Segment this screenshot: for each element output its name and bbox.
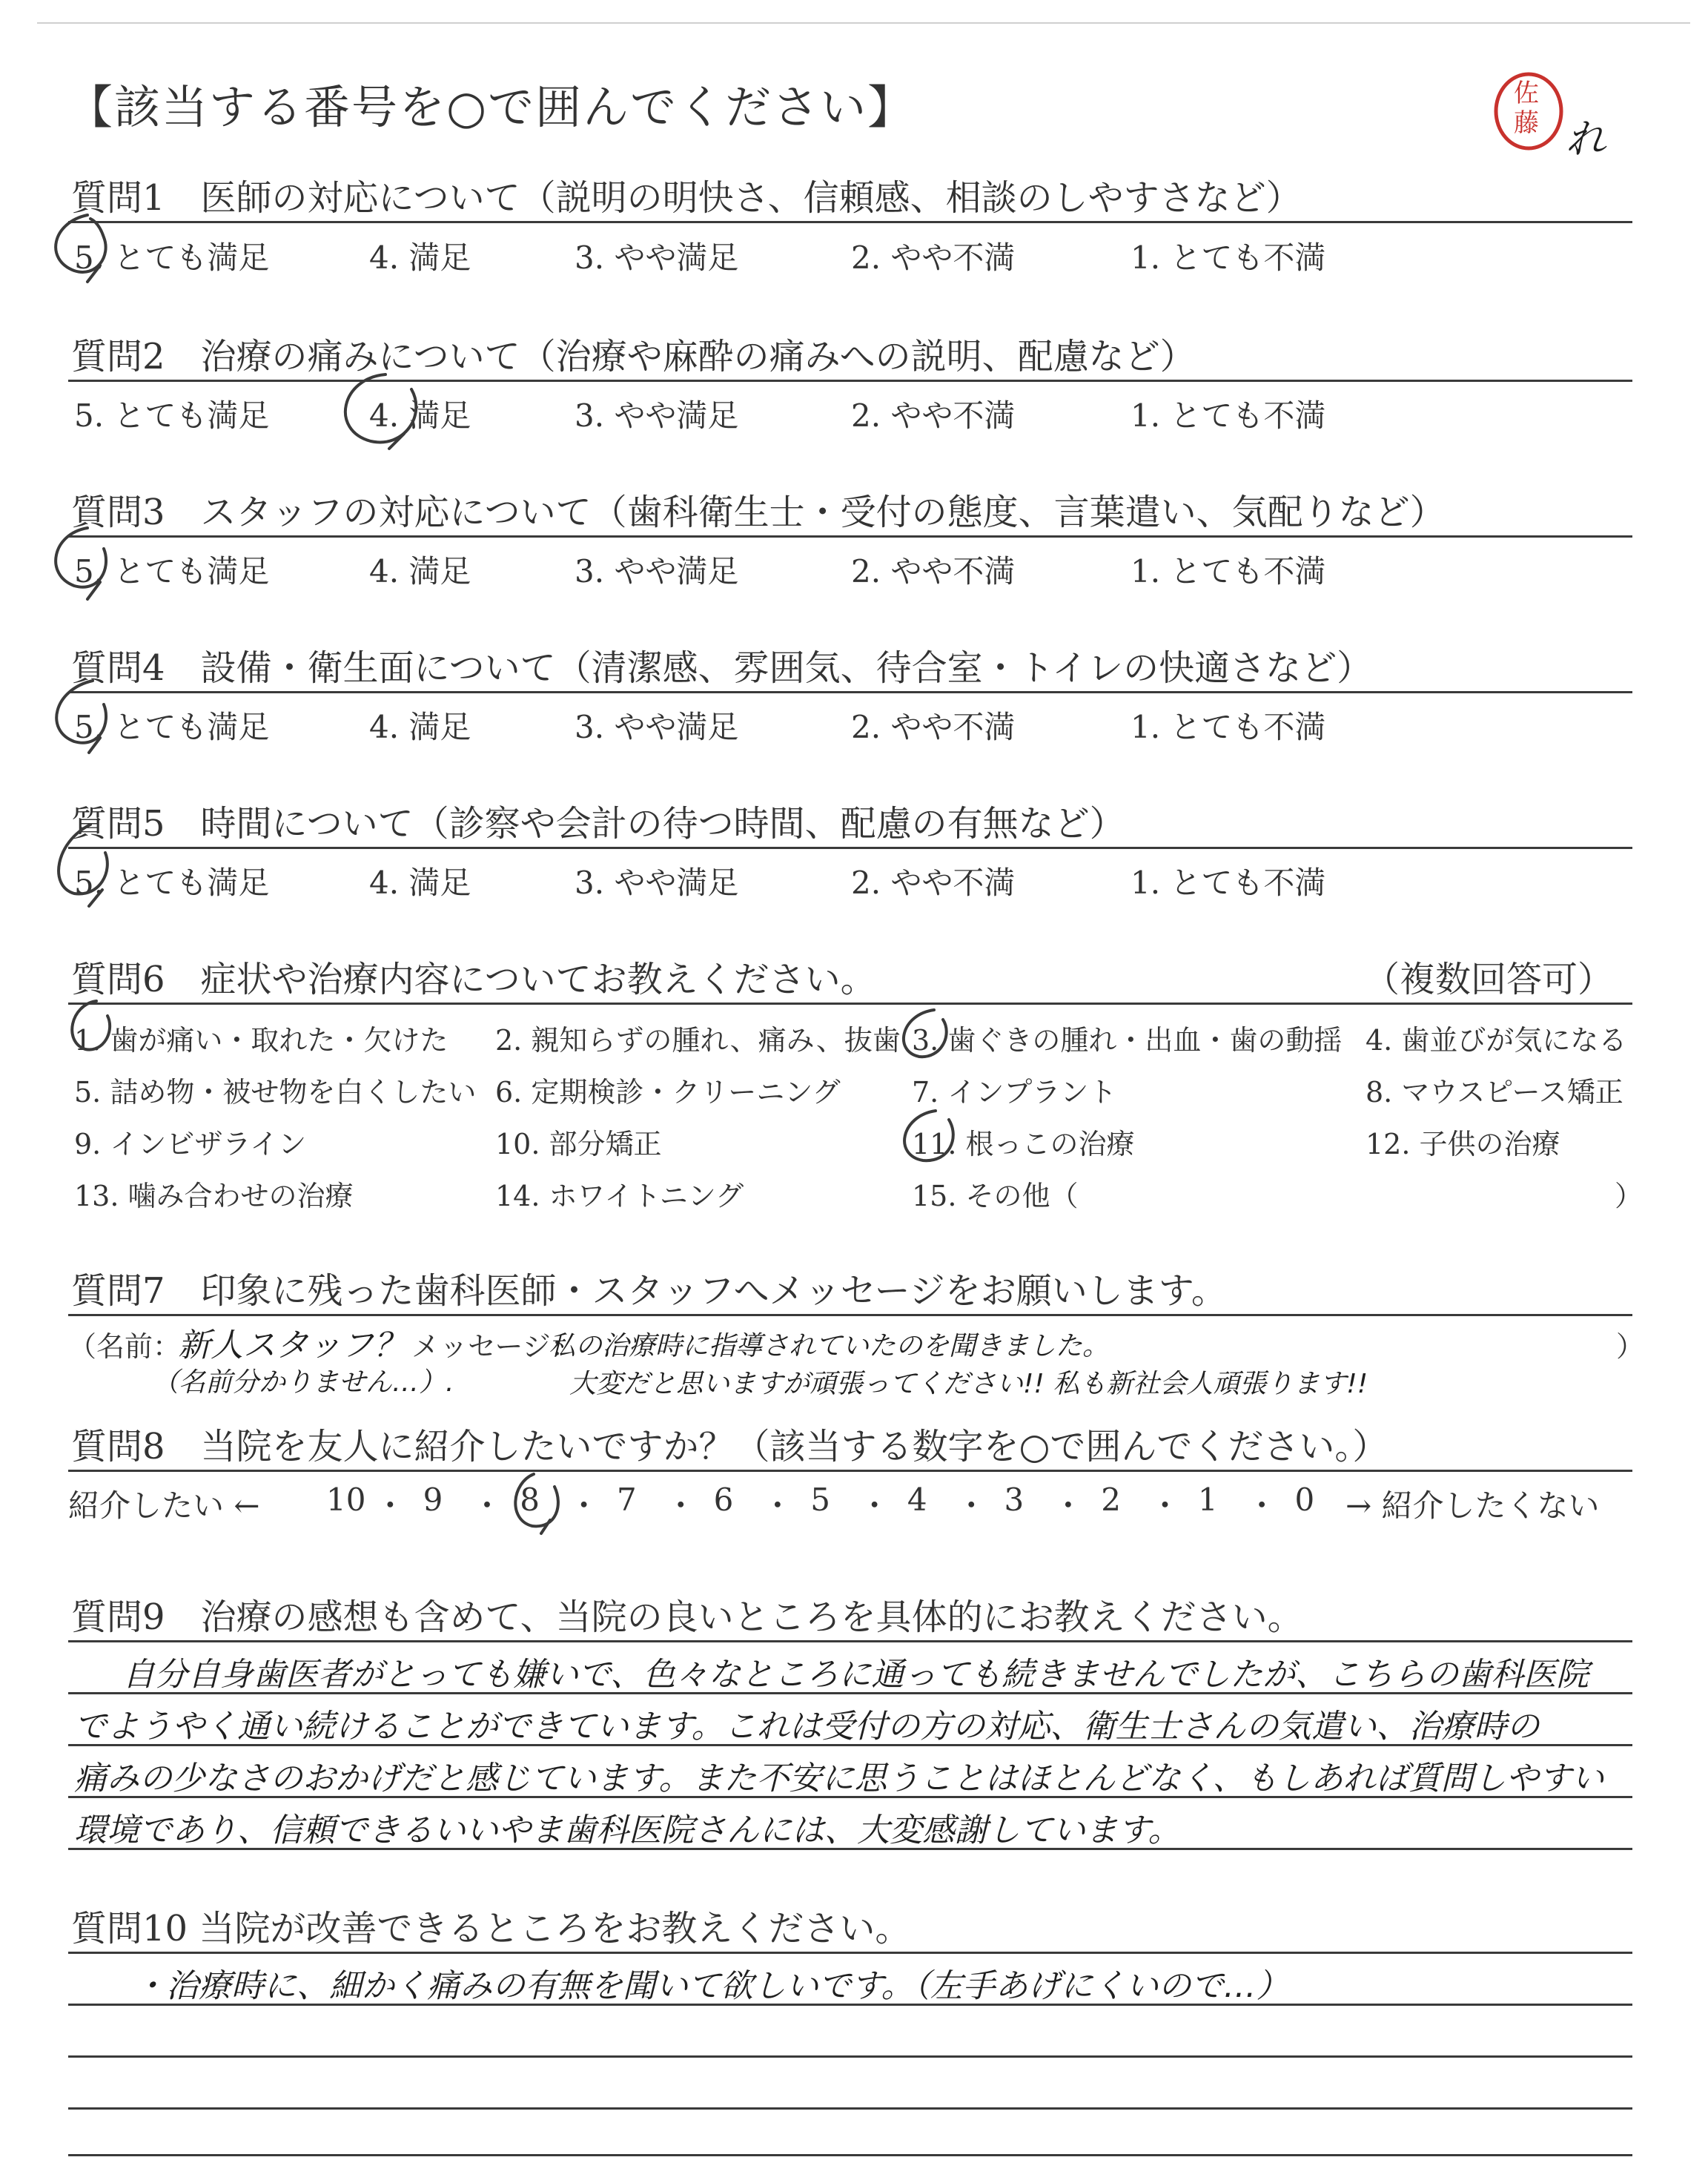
q8-scale (326, 1482, 1320, 1526)
q2-option-2[interactable]: 2. やや不満 (851, 397, 1016, 434)
seal-char-2: 藤 (1514, 108, 1539, 138)
q8-right-label: → 紹介したくない (1345, 1487, 1600, 1524)
q6-item-4[interactable]: 4. 歯並びが気になる (1366, 1024, 1627, 1057)
q5-option-3[interactable]: 3. やや満足 (575, 865, 739, 901)
q7-message-label: メッセージ： (411, 1330, 579, 1363)
q6-item-2[interactable]: 2. 親知らずの腫れ、痛み、抜歯 (495, 1024, 901, 1057)
q7-message-line-1[interactable]: 私の治療時に指導されていたのを聞きました。 (549, 1331, 1110, 1361)
q4-option-4[interactable]: 4. 満足 (369, 709, 471, 745)
q8-scale-value-10[interactable]: 10 (326, 1482, 366, 1518)
q1-option-5[interactable]: 5. とても満足 (74, 240, 270, 276)
q8-scale-value-7[interactable]: 7 (616, 1482, 637, 1518)
q8-scale-value-4[interactable]: 4 (907, 1482, 927, 1518)
q1-option-3[interactable]: 3. やや満足 (575, 240, 739, 276)
q8-label: 質問8 当院を友人に紹介したいですか？（該当する数字を○で囲んでください。） (71, 1426, 1388, 1467)
q10-rule-3 (68, 2107, 1632, 2110)
q2-option-5[interactable]: 5. とても満足 (74, 397, 270, 434)
q8-rule (68, 1470, 1632, 1472)
q1-label: 質問1 医師の対応について（説明の明快さ、信頼感、相談のしやすさなど） (71, 177, 1302, 219)
q5-option-5[interactable]: 5. とても満足 (74, 865, 270, 901)
q8-scale-value-3[interactable]: 3 (1004, 1482, 1025, 1518)
q2-rule (68, 380, 1632, 382)
q8-scale-value-5[interactable]: 5 (810, 1482, 830, 1518)
q8-scale-value-1[interactable]: 1 (1197, 1482, 1218, 1518)
q2-option-3[interactable]: 3. やや満足 (575, 397, 739, 434)
q8-scale-separator: ・ (471, 1487, 503, 1524)
q9-answer-line-4[interactable]: 環境であり、信頼できるいいやま歯科医院さんには、大変感謝しています。 (74, 1811, 1181, 1849)
q8-scale-separator: ・ (374, 1487, 406, 1524)
q6-item-1[interactable]: 1. 歯が痛い・取れた・欠けた (74, 1024, 448, 1057)
q7-label: 質問7 印象に残った歯科医師・スタッフへメッセージをお願いします。 (71, 1270, 1227, 1312)
q5-label: 質問5 時間について（診察や会計の待つ時間、配慮の有無など） (71, 803, 1125, 845)
q6-item-15[interactable]: 15. その他（ (912, 1180, 1079, 1212)
q6-label: 質問6 症状や治療内容についてお教えください。 (71, 959, 876, 1000)
form-title: 【該当する番号を○で囲んでください】 (67, 80, 916, 134)
seal-stamp (1492, 70, 1566, 152)
q3-option-4[interactable]: 4. 満足 (369, 553, 471, 589)
q5-option-4[interactable]: 4. 満足 (369, 865, 471, 901)
q2-option-4[interactable]: 4. 満足 (369, 397, 471, 434)
q10-answer-line-1[interactable]: ・治療時に、細かく痛みの有無を聞いて欲しいです。（左手あげにくいので…） (133, 1967, 1289, 2005)
q9-rule-0 (68, 1640, 1632, 1642)
q6-item-6[interactable]: 6. 定期検診・クリーニング (495, 1076, 841, 1109)
q1-rule (68, 221, 1632, 223)
q6-item-14[interactable]: 14. ホワイトニング (495, 1180, 744, 1212)
seal-initial: れ (1566, 116, 1606, 162)
q10-rule-4 (68, 2154, 1632, 2156)
q6-item-9[interactable]: 9. インビザライン (74, 1128, 307, 1160)
q5-rule (68, 847, 1632, 849)
q3-option-5[interactable]: 5. とても満足 (74, 553, 270, 589)
q6-item-12[interactable]: 12. 子供の治療 (1366, 1128, 1560, 1160)
q7-rule (68, 1314, 1632, 1316)
q1-option-4[interactable]: 4. 満足 (369, 240, 471, 276)
q6-item-13[interactable]: 13. 噛み合わせの治療 (74, 1180, 354, 1212)
q6-multi-note: （複数回答可） (1364, 959, 1614, 1000)
q3-option-2[interactable]: 2. やや不満 (851, 553, 1016, 589)
q4-label: 質問4 設備・衛生面について（清潔感、雰囲気、待合室・トイレの快適さなど） (71, 647, 1373, 689)
q7-name-label: （名前： (68, 1330, 182, 1363)
q4-rule (68, 691, 1632, 693)
q6-rule (68, 1003, 1632, 1005)
q3-option-1[interactable]: 1. とても不満 (1131, 553, 1326, 589)
q6-item-11[interactable]: 11. 根っこの治療 (912, 1128, 1135, 1160)
q9-answer-line-2[interactable]: でようやく通い続けることができています。これは受付の方の対応、衛生士さんの気遣い、治療時の (74, 1708, 1540, 1745)
q8-scale-value-8[interactable]: 8 (520, 1482, 540, 1518)
q4-option-1[interactable]: 1. とても不満 (1131, 709, 1326, 745)
q8-left-label: 紹介したい ← (68, 1487, 260, 1524)
q8-scale-value-9[interactable]: 9 (423, 1482, 443, 1518)
q3-rule (68, 535, 1632, 538)
q2-label: 質問2 治療の痛みについて（治療や麻酔の痛みへの説明、配慮など） (71, 336, 1196, 377)
q3-label: 質問3 スタッフの対応について（歯科衛生士・受付の態度、言葉遣い、気配りなど） (71, 492, 1446, 533)
scan-edge (37, 22, 1690, 24)
q10-rule-0 (68, 1952, 1632, 1954)
q8-scale-separator: ・ (665, 1487, 697, 1524)
q9-answer-line-3[interactable]: 痛みの少なさのおかげだと感じています。また不安に思うことはほとんどなく、もしあれば質問しやすい (74, 1760, 1604, 1797)
q10-rule-2 (68, 2055, 1632, 2058)
q8-scale-value-6[interactable]: 6 (713, 1482, 734, 1518)
q6-item-15-close: ） (1615, 1180, 1644, 1212)
q3-option-3[interactable]: 3. やや満足 (575, 553, 739, 589)
q4-option-2[interactable]: 2. やや不満 (851, 709, 1016, 745)
q4-option-5[interactable]: 5. とても満足 (74, 709, 270, 745)
q8-scale-separator: ・ (1246, 1487, 1278, 1524)
q2-option-1[interactable]: 1. とても不満 (1131, 397, 1326, 434)
q7-close-paren: ） (1616, 1330, 1645, 1363)
q6-item-7[interactable]: 7. インプラント (912, 1076, 1117, 1109)
q8-scale-value-0[interactable]: 0 (1294, 1482, 1315, 1518)
q6-item-8[interactable]: 8. マウスピース矯正 (1366, 1076, 1623, 1109)
q9-answer-line-1[interactable]: 自分自身歯医者がとっても嫌いで、色々なところに通っても続きませんでしたが、こちらの歯科医院 (122, 1656, 1589, 1694)
q10-label: 質問10 当院が改善できるところをお教えください。 (71, 1908, 911, 1949)
q6-item-5[interactable]: 5. 詰め物・被せ物を白くしたい (74, 1076, 477, 1109)
q8-scale-separator: ・ (956, 1487, 987, 1524)
q8-scale-separator: ・ (858, 1487, 890, 1524)
q6-item-3[interactable]: 3. 歯ぐきの腫れ・出血・歯の動揺 (912, 1024, 1343, 1057)
q6-item-10[interactable]: 10. 部分矯正 (495, 1128, 662, 1160)
q7-name-value[interactable]: 新人スタッフ？ (178, 1327, 406, 1364)
q5-option-2[interactable]: 2. やや不満 (851, 865, 1016, 901)
q8-scale-value-2[interactable]: 2 (1101, 1482, 1121, 1518)
q1-option-1[interactable]: 1. とても不満 (1131, 240, 1326, 276)
seal-char-1: 佐 (1514, 79, 1539, 108)
q8-scale-separator: ・ (1149, 1487, 1181, 1524)
q7-name-note: （名前分かりません…）. (152, 1367, 454, 1398)
q1-option-2[interactable]: 2. やや不満 (851, 240, 1016, 276)
q9-label: 質問9 治療の感想も含めて、当院の良いところを具体的にお教えください。 (71, 1596, 1303, 1638)
q8-scale-separator: ・ (568, 1487, 600, 1524)
q7-message-line-2[interactable]: 大変だと思いますが頑張ってください!! 私も新社会人頑張ります!! (569, 1369, 1368, 1399)
q8-scale-separator: ・ (1052, 1487, 1084, 1524)
q8-scale-separator: ・ (761, 1487, 793, 1524)
q5-option-1[interactable]: 1. とても不満 (1131, 865, 1326, 901)
q4-option-3[interactable]: 3. やや満足 (575, 709, 739, 745)
